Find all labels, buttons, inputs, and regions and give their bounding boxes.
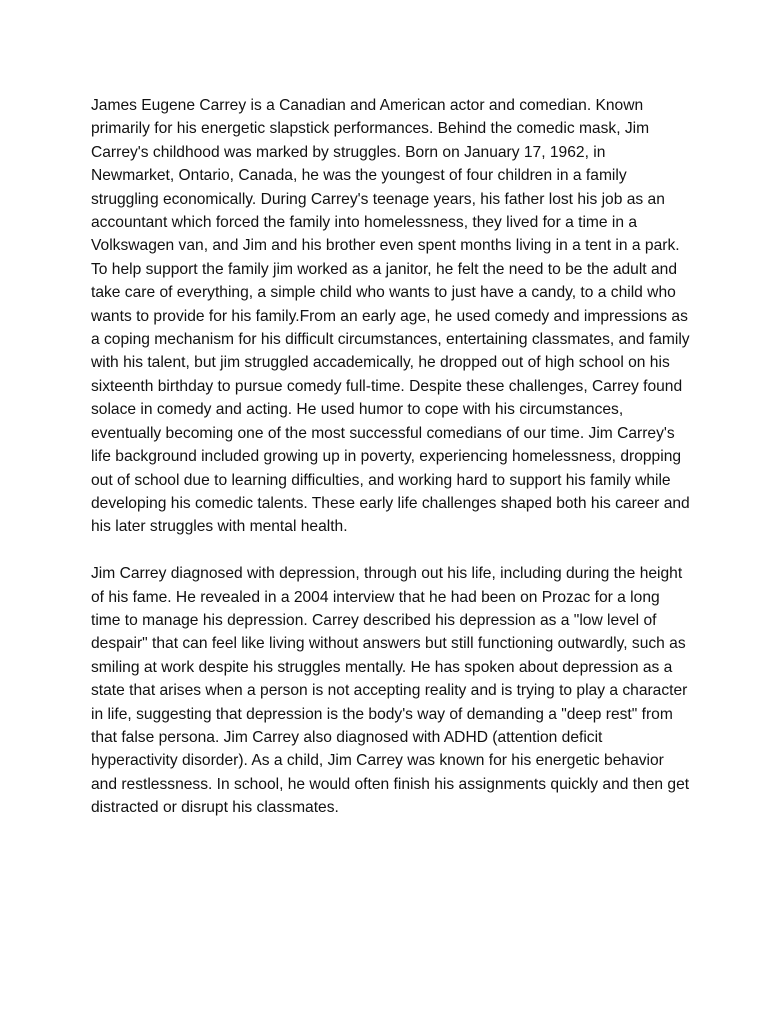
paragraph-mental-health: Jim Carrey diagnosed with depression, through out his life, including during the height of his fame. He revealed in a 2004 interview that he had been on Prozac for a long time to manage his depression. Carrey described his depression as a "low level of despair" that can feel like living without answers but still functioning outwardly, such as smiling at work despite his struggles mentally. He has spoken about depression as a state that arises when a person is not accepting reality and is trying to play a character in life, suggesting that depression is the body's way of demanding a "deep rest" from that false persona. Jim Carrey also diagnosed with ADHD (attention deficit hyperactivity disorder). As a child, Jim Carrey was known for his energetic behavior and restlessness. In school, he would often finish his assignments quickly and then get distracted or disrupt his classmates. — [91, 565, 690, 817]
paragraph-childhood: James Eugene Carrey is a Canadian and American actor and comedian. Known primarily for his energetic slapstick performances. Behind the comedic mask, Jim Carrey's childhood was marked by struggles. Born on January 17, 1962, in Newmarket, Ontario, Canada, he was the youngest of four children in a family struggling economically. During Carrey's teenage years, his father lost his job as an accountant which forced the family into homelessness, they lived for a time in a Volkswagen van, and Jim and his brother even spent months living in a tent in a park. To help support the family jim worked as a janitor, he felt the need to be the adult and take care of everything, a simple child who wants to just have a candy, to a child who wants to provide for his family.From an early age, he used comedy and impressions as a coping mechanism for his difficult circumstances, entertaining classmates, and family with his talent, but jim struggled accademically, he dropped out of high school on his sixteenth birthday to pursue comedy full-time. Despite these challenges, Carrey found solace in comedy and acting. He used humor to cope with his circumstances, eventually becoming one of the most successful comedians of our time. Jim Carrey's life background included growing up in poverty, experiencing homelessness, dropping out of school due to learning difficulties, and working hard to support his family while developing his comedic talents. These early life challenges shaped both his career and his later struggles with mental health. — [91, 97, 690, 536]
document-body — [91, 94, 691, 820]
